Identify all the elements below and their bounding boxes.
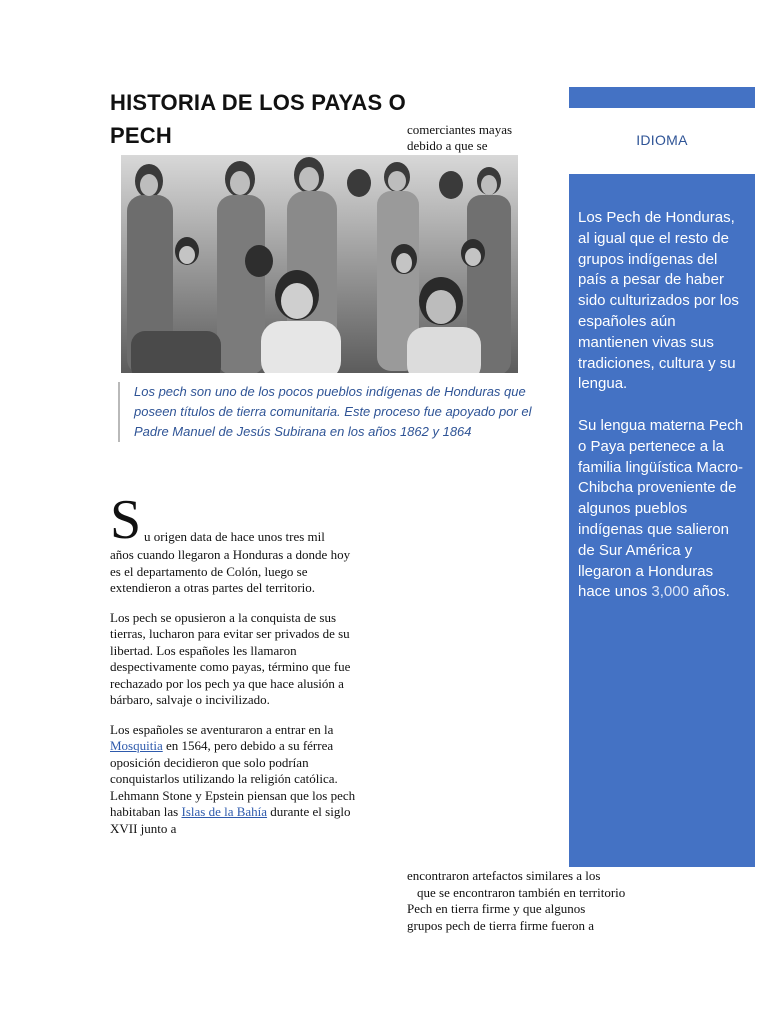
- paragraph-origin: años cuando llegaron a Honduras a donde hoy es el departamento de Colón, luego se extendieron a otras partes del territorio.: [110, 547, 351, 595]
- paragraph-text: durante el siglo XVII junto a: [110, 804, 351, 836]
- sidebar-text: Su lengua materna Pech o Paya pertenece a la familia lingüística Macro-Chibcha proveniente de algunos pueblos indígenas que salieron de Sur América y llegaron a Honduras hace unos: [578, 416, 744, 601]
- mosquitia-link[interactable]: Mosquitia: [110, 738, 163, 753]
- sidebar-paragraph: [578, 416, 747, 603]
- photo-caption: Los pech son uno de los pocos pueblos indígenas de Honduras que poseen títulos de tierra comunitaria. Este proceso fue apoyado por el Padre Manuel de Jesús Subirana en los años 1862 y 1864: [118, 382, 534, 442]
- text-line: Pech en tierra firme y que algunos: [407, 901, 586, 916]
- group-photo: [121, 155, 518, 373]
- first-line: [110, 489, 364, 551]
- sidebar-paragraph: Los Pech de Honduras, al igual que el resto de grupos indígenas del país a pesar de haber sido culturizados por los españoles aún mantienen vivas sus tradiciones, cultura y su lengua.: [578, 209, 739, 393]
- page-title: HISTORIA DE LOS PAYAS O PECH: [110, 90, 406, 148]
- paragraph-mosquitia: [110, 722, 364, 788]
- paragraph-text: Los españoles se aventuraron a entrar en la: [110, 721, 334, 737]
- paragraph-conquest: Los pech se opusieron a la conquista de sus tierras, lucharon para evitar ser privados de su libertad. Los españoles les llamaron despectivamente como payas, término que fue rechazado por los pech ya que hace alusión a bárbaro, salvaje o incivilizado.: [110, 609, 351, 707]
- sidebar-panel: [569, 174, 755, 867]
- first-line-text: u origen data de hace unos tres mil: [144, 529, 325, 544]
- sidebar-heading: IDIOMA: [636, 132, 688, 148]
- text-line: grupos pech de tierra firme fueron a: [407, 917, 594, 933]
- main-text-column: [110, 489, 364, 837]
- years-number: 3,000: [651, 583, 689, 601]
- islas-de-la-bahia-link[interactable]: Islas de la Bahía: [181, 804, 268, 819]
- column-continuation-bottom: [407, 868, 625, 934]
- text-line: comerciantes mayas: [407, 122, 513, 137]
- photo-illustration: [121, 155, 518, 373]
- paragraph-islas: [110, 788, 364, 838]
- column-continuation-top: [407, 122, 512, 154]
- text-line: encontraron artefactos similares a los: [407, 868, 601, 883]
- paragraph-text: en 1564, pero debido a su férrea oposición decidieron que solo podrían conquistarlos utilizando la religión católica.: [110, 738, 338, 786]
- paragraph-text: Lehmann Stone y Epstein piensan que los pech habitaban las: [110, 787, 356, 819]
- text-line: que se encontraron también en territorio: [417, 884, 626, 900]
- text-line: debido a que se: [407, 138, 488, 153]
- sidebar-text: años.: [688, 583, 730, 601]
- drop-cap: S: [110, 489, 142, 551]
- accent-bar: [569, 87, 755, 108]
